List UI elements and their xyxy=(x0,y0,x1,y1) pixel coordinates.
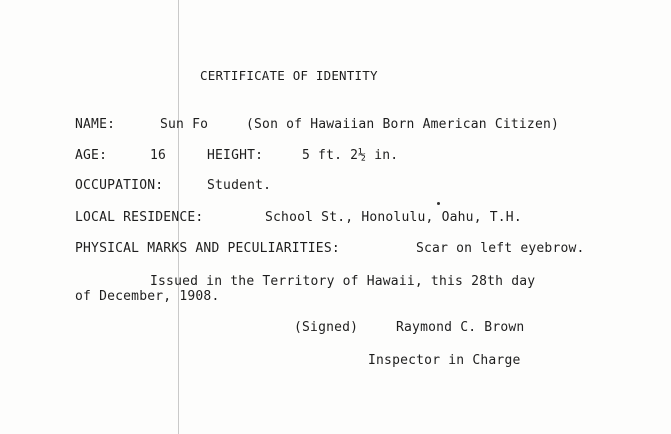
residence-value: School St., Honolulu, Oahu, T.H. xyxy=(265,210,522,225)
marks-value: Scar on left eyebrow. xyxy=(416,241,585,256)
marks-label: PHYSICAL MARKS AND PECULIARITIES: xyxy=(75,241,340,256)
age-label: AGE: xyxy=(75,148,108,163)
occupation-label: OCCUPATION: xyxy=(75,178,164,193)
occupation-value: Student. xyxy=(207,178,272,193)
name-value: Sun Fo xyxy=(160,117,209,132)
signed-label: (Signed) xyxy=(294,320,359,335)
residence-label: LOCAL RESIDENCE: xyxy=(75,210,204,225)
age-value: 16 xyxy=(150,148,167,163)
issued-line-2: of December, 1908. xyxy=(75,289,220,304)
document-title: CERTIFICATE OF IDENTITY xyxy=(200,68,378,83)
ink-dot xyxy=(437,202,440,205)
name-label: NAME: xyxy=(75,117,116,132)
issued-line-1: Issued in the Territory of Hawaii, this 28th day xyxy=(150,274,536,289)
signer-title: Inspector in Charge xyxy=(368,353,521,368)
name-note: (Son of Hawaiian Born American Citizen) xyxy=(246,117,560,132)
height-label: HEIGHT: xyxy=(207,148,264,163)
signer-name: Raymond C. Brown xyxy=(396,320,525,335)
height-value: 5 ft. 2½ in. xyxy=(302,148,399,163)
